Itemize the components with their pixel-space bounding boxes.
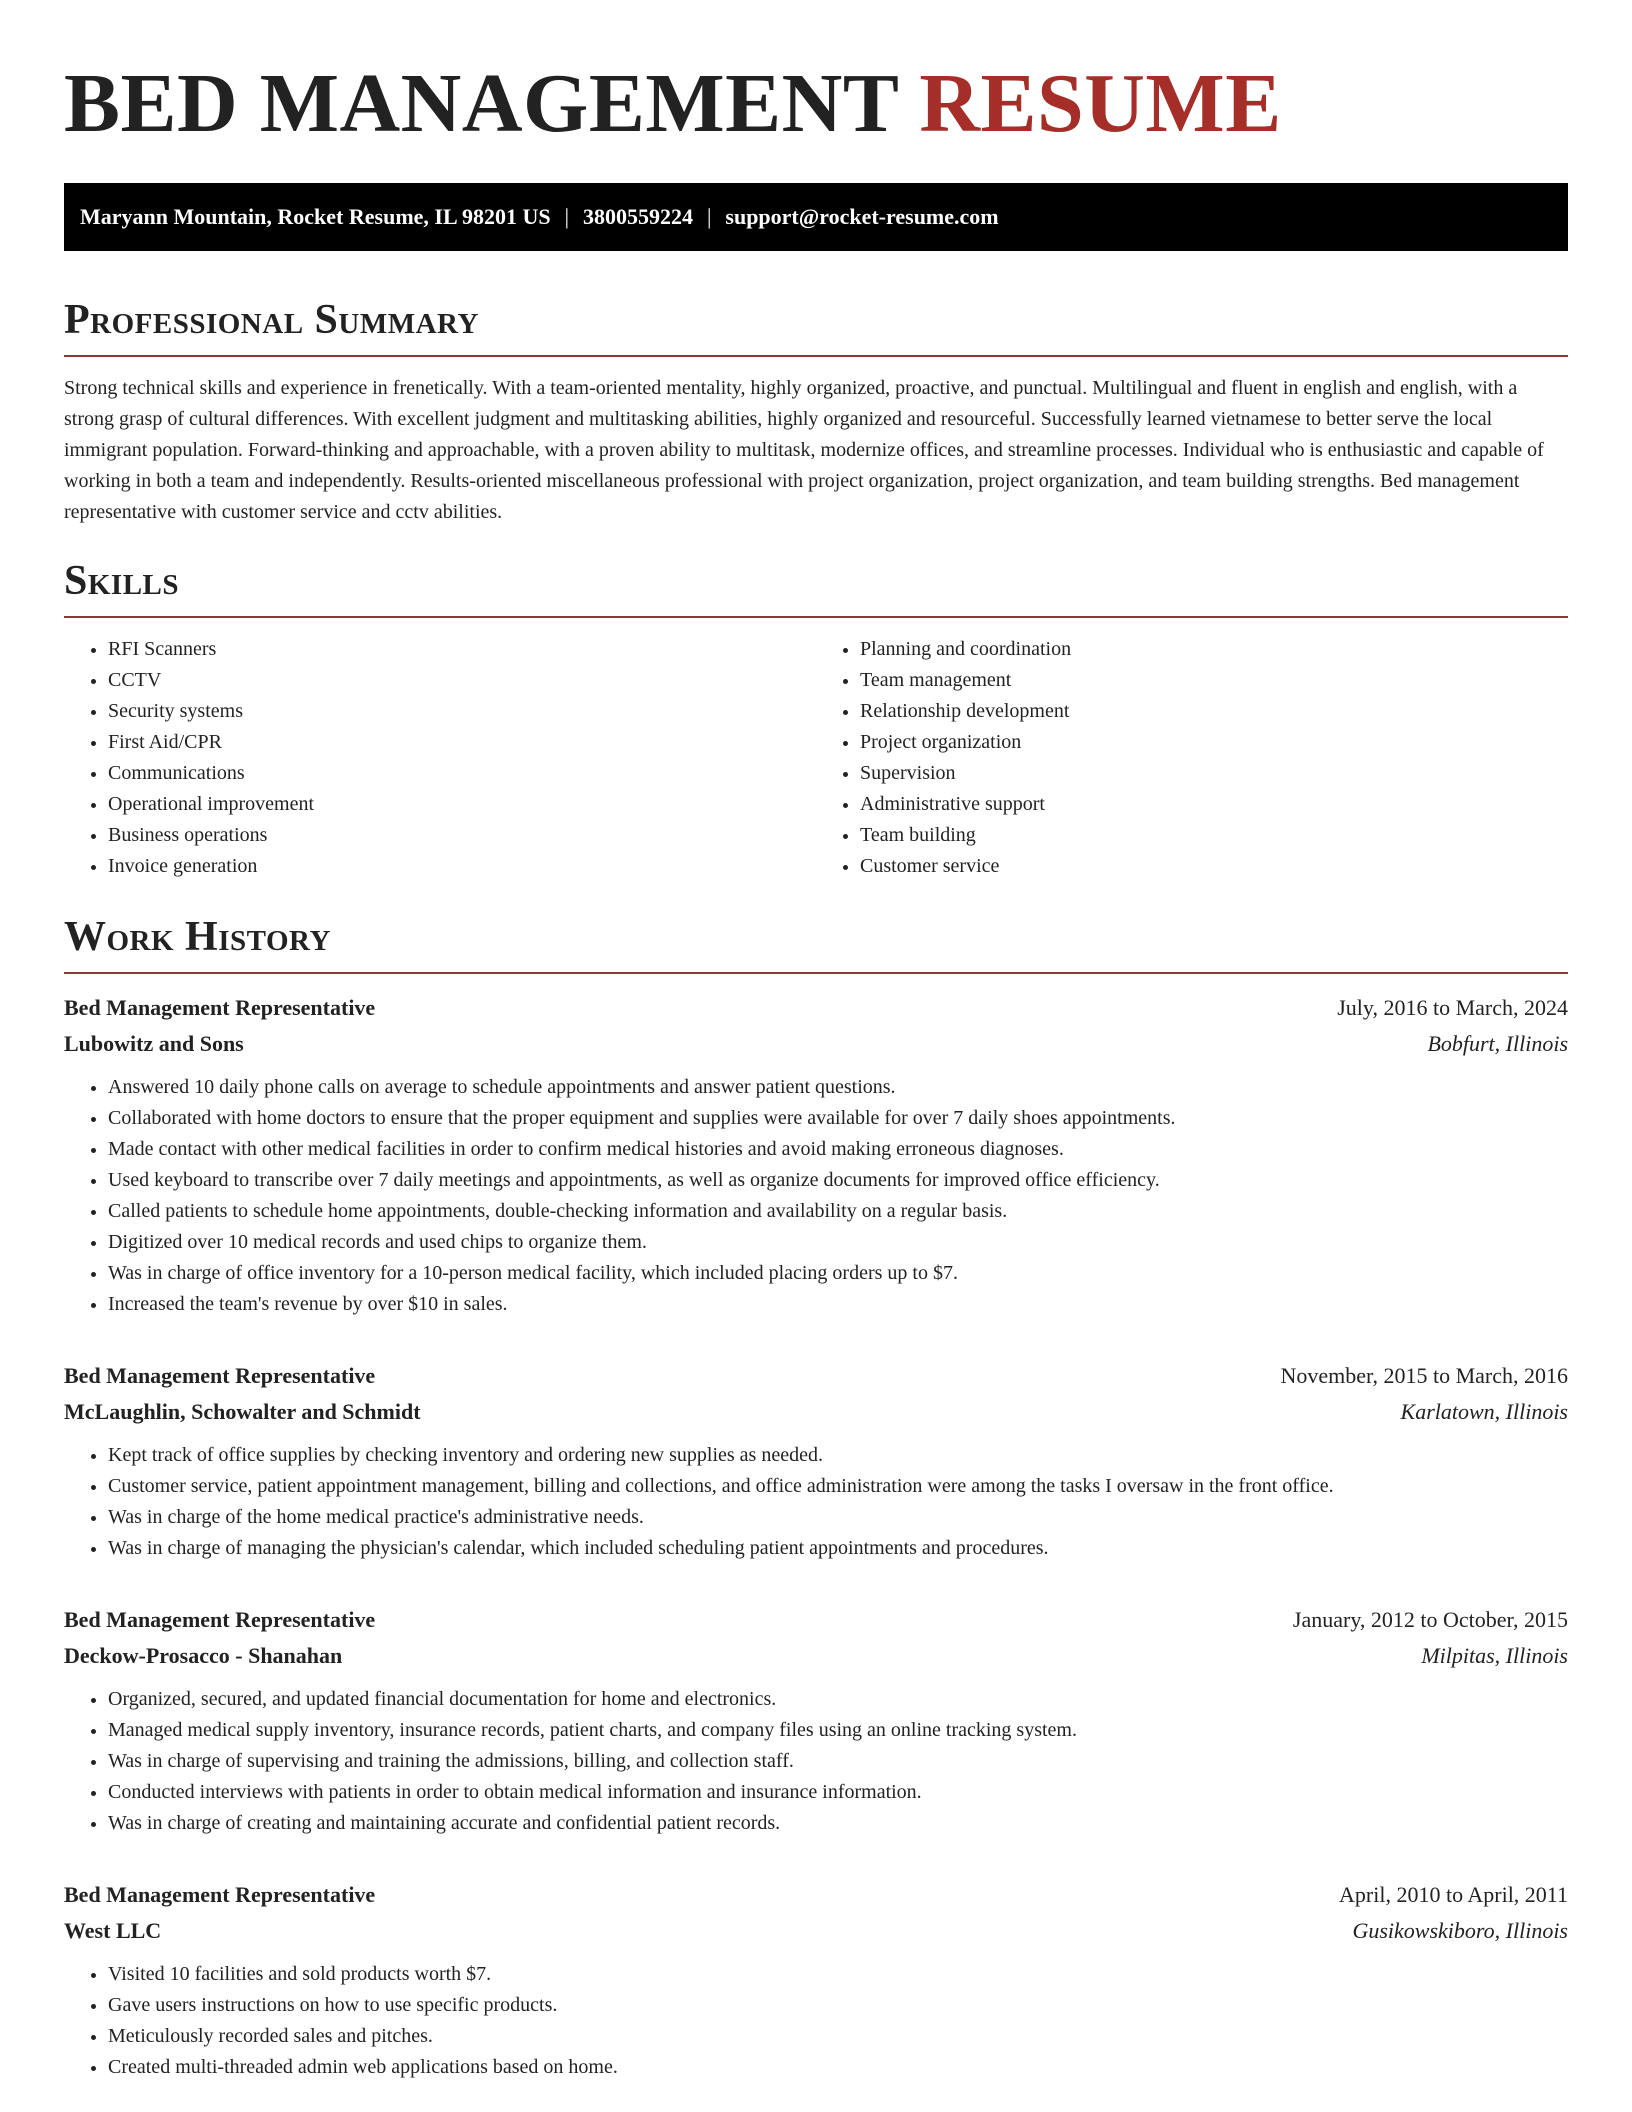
skill-item: • RFI Scanners — [108, 634, 816, 665]
duty-item: • Created multi-threaded admin web applications based on home. — [108, 2052, 1568, 2083]
job-duties — [64, 1684, 1568, 1839]
job-dates: November, 2015 to March, 2016 — [1280, 1363, 1568, 1388]
skill-item: • Operational improvement — [108, 789, 816, 820]
contact-separator: | — [706, 204, 712, 229]
summary-text: Strong technical skills and experience in frenetically. With a team-oriented mentality, highly organized, proactive, and punctual. Multilingual and fluent in english and english, with a strong grasp of cultural differences. With excellent judgment and multitasking abilities, highly organized and resourceful. Successfully learned vietnamese to better serve the local immigrant population. Forward-thinking and approachable, with a proven ability to multitask, modernize offices, and streamline processes. Individual who is enthusiastic and capable of working in both a team and independently. Results-oriented miscellaneous professional with project organization, project organization, and team building strengths. Bed management representative with customer service and cctv abilities. — [64, 377, 1544, 523]
skills-heading: Skills — [64, 556, 1568, 618]
skill-item: • Team management — [860, 665, 1568, 696]
skills-list — [64, 634, 1568, 882]
skills-column-right — [816, 634, 1568, 882]
job-company: McLaughlin, Schowalter and Schmidt — [64, 1399, 421, 1424]
duty-item: • Digitized over 10 medical records and used chips to organize them. — [108, 1227, 1568, 1258]
duty-item: • Gave users instructions on how to use specific products. — [108, 1990, 1568, 2021]
duty-item: • Was in charge of the home medical practice's administrative needs. — [108, 1502, 1568, 1533]
job-company: West LLC — [64, 1918, 162, 1943]
contact-separator: | — [564, 204, 569, 229]
job-company: Lubowitz and Sons — [64, 1031, 244, 1056]
job-title: Bed Management Representative — [64, 995, 376, 1020]
skill-item: • Supervision — [860, 758, 1568, 789]
skill-item: • Relationship development — [860, 696, 1568, 727]
skill-item: • Business operations — [108, 820, 816, 851]
job-entry — [64, 1877, 1568, 2083]
job-dates: January, 2012 to October, 2015 — [1292, 1607, 1568, 1632]
contact-phone: 3800559224 — [582, 204, 693, 229]
duty-item: • Customer service, patient appointment management, billing and collections, and office administration were among the tasks I oversaw in the front office. — [108, 1471, 1568, 1502]
contact-address: Maryann Mountain, Rocket Resume, IL 98201 US — [80, 204, 551, 229]
job-entry — [64, 1602, 1568, 1839]
job-title: Bed Management Representative — [64, 1882, 376, 1907]
duty-item: • Visited 10 facilities and sold products worth $7. — [108, 1959, 1568, 1990]
job-title: Bed Management Representative — [64, 1363, 376, 1388]
contact-bar — [64, 183, 1568, 251]
skill-item: • Customer service — [860, 851, 1568, 882]
skills-column-left — [64, 634, 816, 882]
duty-item: • Was in charge of managing the physician's calendar, which included scheduling patient appointments and procedures. — [108, 1533, 1568, 1564]
job-company: Deckow-Prosacco - Shanahan — [64, 1643, 343, 1668]
skill-item: • Security systems — [108, 696, 816, 727]
skill-item: • Communications — [108, 758, 816, 789]
title-accent: RESUME — [919, 57, 1282, 150]
job-location: Bobfurt, Illinois — [1427, 1031, 1568, 1056]
work-history-heading: Work History — [64, 912, 1568, 974]
duty-item: • Was in charge of supervising and training the admissions, billing, and collection staff. — [108, 1746, 1568, 1777]
job-title: Bed Management Representative — [64, 1607, 376, 1632]
duty-item: • Kept track of office supplies by checking inventory and ordering new supplies as needed. — [108, 1440, 1568, 1471]
duty-item: • Meticulously recorded sales and pitches. — [108, 2021, 1568, 2052]
duty-item: • Increased the team's revenue by over $10 in sales. — [108, 1289, 1568, 1320]
skill-item: • Planning and coordination — [860, 634, 1568, 665]
job-dates: July, 2016 to March, 2024 — [1337, 995, 1568, 1020]
duty-item: • Collaborated with home doctors to ensure that the proper equipment and supplies were available for over 7 daily shoes appointments. — [108, 1103, 1568, 1134]
contact-email: support@rocket-resume.com — [725, 204, 999, 229]
duty-item: • Used keyboard to transcribe over 7 daily meetings and appointments, as well as organize documents for improved office efficiency. — [108, 1165, 1568, 1196]
job-dates: April, 2010 to April, 2011 — [1339, 1882, 1568, 1907]
skill-item: • CCTV — [108, 665, 816, 696]
duty-item: • Organized, secured, and updated financial documentation for home and electronics. — [108, 1684, 1568, 1715]
job-location: Gusikowskiboro, Illinois — [1352, 1918, 1568, 1943]
job-duties — [64, 1959, 1568, 2083]
resume-title — [64, 0, 1568, 150]
skill-item: • First Aid/CPR — [108, 727, 816, 758]
skill-item: • Project organization — [860, 727, 1568, 758]
job-entry — [64, 1358, 1568, 1564]
skill-item: • Team building — [860, 820, 1568, 851]
duty-item: • Answered 10 daily phone calls on average to schedule appointments and answer patient questions. — [108, 1072, 1568, 1103]
duty-item: • Managed medical supply inventory, insurance records, patient charts, and company files using an online tracking system. — [108, 1715, 1568, 1746]
skill-item: • Invoice generation — [108, 851, 816, 882]
duty-item: • Conducted interviews with patients in order to obtain medical information and insurance information. — [108, 1777, 1568, 1808]
summary-heading: Professional Summary — [64, 295, 1568, 357]
title-main: BED MANAGEMENT — [64, 57, 898, 150]
duty-item: • Was in charge of office inventory for a 10-person medical facility, which included placing orders up to $7. — [108, 1258, 1568, 1289]
skill-item: • Administrative support — [860, 789, 1568, 820]
duty-item: • Was in charge of creating and maintaining accurate and confidential patient records. — [108, 1808, 1568, 1839]
job-location: Karlatown, Illinois — [1400, 1399, 1568, 1424]
job-duties — [64, 1440, 1568, 1564]
job-location: Milpitas, Illinois — [1421, 1643, 1568, 1668]
duty-item: • Called patients to schedule home appointments, double-checking information and availability on a regular basis. — [108, 1196, 1568, 1227]
job-duties — [64, 1072, 1568, 1320]
duty-item: • Made contact with other medical facilities in order to confirm medical histories and avoid making erroneous diagnoses. — [108, 1134, 1568, 1165]
job-entry — [64, 990, 1568, 1320]
